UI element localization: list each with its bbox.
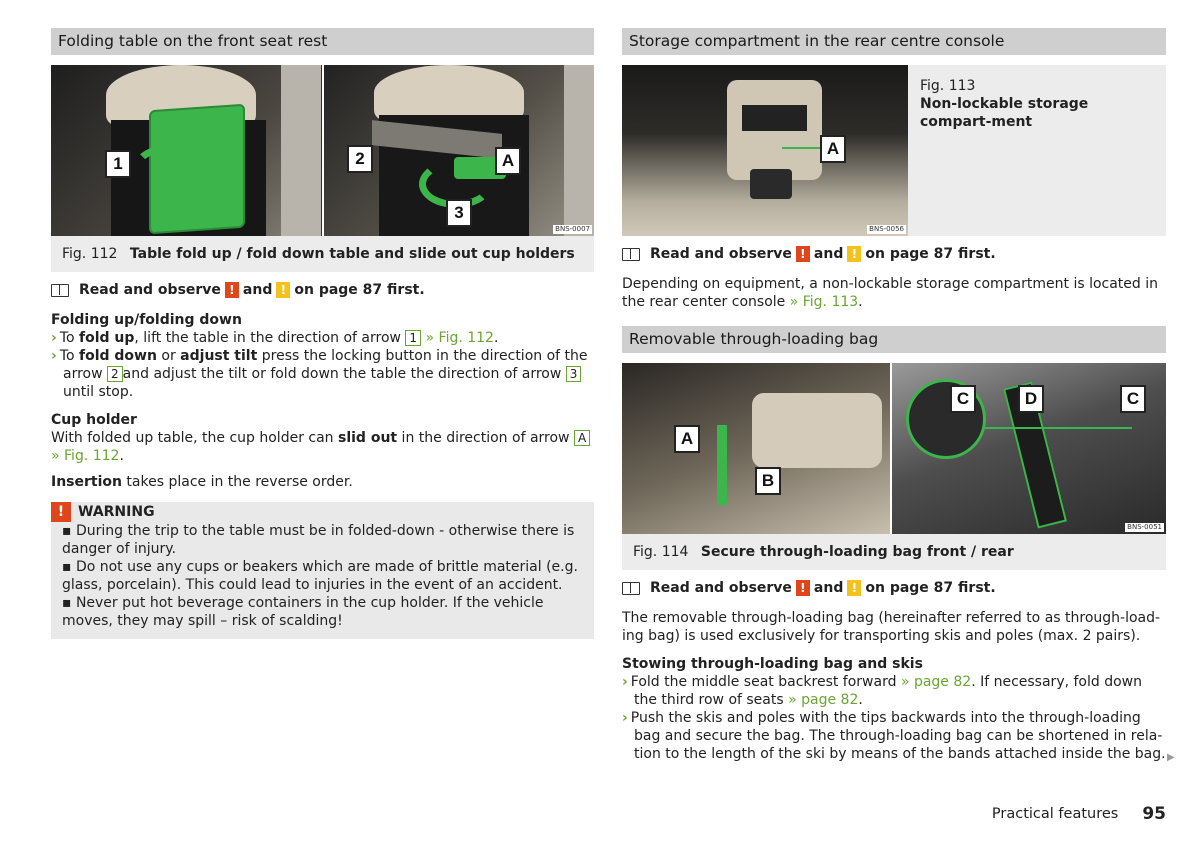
arrow-ref-a: A [574, 430, 590, 446]
seat-photo-left [51, 65, 321, 236]
bag-photo-front [622, 363, 890, 534]
book-icon [51, 284, 69, 297]
section-title-folding-table: Folding table on the front seat rest [51, 28, 594, 55]
figure-114-image [622, 363, 1166, 534]
page-footer [992, 804, 1166, 824]
figure-code: BNS-0051 [1127, 523, 1162, 531]
seat [752, 393, 882, 468]
headrest [374, 65, 524, 120]
chevron-right-icon: › [51, 330, 57, 346]
warning-red-icon: ! [796, 246, 810, 262]
list-item-fold-up: › To fold up, lift the table in the direction of arrow 1 » Fig. 112. [51, 330, 499, 346]
chevron-right-icon: › [622, 674, 628, 690]
chevron-right-icon: › [51, 348, 57, 364]
figure-code: BNS-0056 [869, 225, 904, 233]
note-yellow-icon: ! [847, 246, 861, 262]
link-fig-112[interactable]: » Fig. 112 [421, 330, 494, 346]
link-page-82[interactable]: » page 82 [788, 692, 859, 708]
door-frame [281, 65, 321, 236]
air-vent [742, 105, 807, 131]
warning-header [51, 502, 594, 522]
insertion-text: Insertion takes place in the reverse order. [51, 474, 353, 490]
folding-heading: Folding up/folding down [51, 312, 242, 328]
figure-caption [51, 236, 594, 272]
curved-arrow-icon [131, 145, 205, 199]
figure-113 [622, 65, 1166, 236]
right-column [622, 28, 1166, 763]
list-item-fold-down: › To fold down or adjust tilt press the locking button in the direction of the arrow 2 and adjust the tilt or fold down the table the direction of arrow 3 until stop. [51, 348, 588, 400]
book-icon [622, 582, 640, 595]
section-title-storage: Storage compartment in the rear centre console [622, 28, 1166, 55]
left-column [51, 28, 594, 639]
callout-2: 2 [347, 145, 373, 173]
figure-number: Fig. 112 [62, 246, 118, 262]
note-yellow-icon: ! [847, 580, 861, 596]
door-frame [564, 65, 594, 236]
figure-number: Fig. 114 [633, 544, 689, 560]
chevron-right-icon: › [622, 710, 628, 726]
callout-d: D [1018, 385, 1044, 413]
book-icon [622, 248, 640, 261]
callout-1: 1 [105, 150, 131, 178]
figure-caption [622, 534, 1166, 570]
warning-body [51, 522, 594, 639]
section-title-bag: Removable through-loading bag [622, 326, 1166, 353]
footer-title: Practical features [991, 806, 1119, 822]
bag-photo-rear [892, 363, 1166, 534]
read-observe-note [51, 282, 594, 298]
warning-item: ▪ Never put hot beverage containers in the cup holder. If the vehicle moves, they may spill – risk of scalding! [62, 595, 544, 629]
warning-item: ▪ Do not use any cups or beakers which are made of brittle material (e.g. glass, porcelain). This could lead to injuries in the event of an accident. [62, 559, 578, 593]
read-and: and [242, 282, 273, 298]
arrow-ref-2: 2 [107, 366, 123, 382]
stowing-heading: Stowing through-loading bag and skis [622, 656, 923, 672]
figure-112 [51, 65, 594, 272]
link-fig-113[interactable]: » Fig. 113 [785, 294, 859, 310]
warning-red-icon: ! [796, 580, 810, 596]
continue-arrow-icon: ▶ [1167, 752, 1175, 763]
strap-line [982, 427, 1132, 429]
list-item-fold-seat: › Fold the middle seat backrest forward » page 82. If necessary, fold down the third row of seats » page 82. [622, 674, 1142, 708]
callout-line [782, 147, 822, 149]
arrow-ref-3: 3 [566, 366, 582, 382]
figure-title: Table fold up / fold down table and slide out cup holders [129, 246, 575, 262]
storage-compartment [750, 169, 792, 199]
warning-item: ▪ During the trip to the table must be in folded-down - otherwise there is danger of injury. [62, 523, 575, 557]
figure-title: Secure through-loading bag front / rear [700, 544, 1014, 560]
figure-number: Fig. 113 [920, 78, 976, 94]
cup-holder-text: With folded up table, the cup holder can slid out in the direction of arrow A » Fig. 112. [51, 429, 594, 465]
callout-a: A [674, 425, 700, 453]
callout-b: B [755, 467, 781, 495]
storage-text: Depending on equipment, a non-lockable storage compartment is located in the rear center console » Fig. 113. [622, 276, 1159, 310]
callout-c: C [1120, 385, 1146, 413]
callout-c: C [950, 385, 976, 413]
figure-113-image [622, 65, 908, 236]
bag-text: The removable through-loading bag (hereinafter referred to as through-load-ing bag) is used exclusively for transporting skis and poles (max. 2 pairs). [622, 610, 1161, 644]
cup-holder-heading: Cup holder [51, 412, 137, 428]
figure-title: Non-lockable storage compart-ment [920, 96, 1089, 130]
arrow-ref-1: 1 [405, 330, 421, 346]
warning-title: WARNING [78, 504, 155, 520]
callout-3: 3 [446, 199, 472, 227]
figure-code: BNS-0007 [555, 225, 590, 233]
warning-icon: ! [51, 502, 71, 522]
callout-a: A [820, 135, 846, 163]
warning-red-icon: ! [225, 282, 239, 298]
read-text: Read and observe [79, 282, 221, 298]
link-fig-112[interactable]: » Fig. 112 [51, 448, 120, 464]
figure-112-image [51, 65, 594, 236]
read-observe-note: Read and observe ! and ! on page 87 first. [622, 580, 1166, 596]
strap-highlight [717, 425, 727, 505]
link-page-82[interactable]: » page 82 [900, 674, 972, 690]
list-item-push-skis: › Push the skis and poles with the tips backwards into the through-loading bag and secure the bag. The through-loading bag can be shortened in rela-tion to the length of the ski by means of the bands attached inside the bag. [622, 710, 1166, 762]
figure-113-caption [908, 65, 1166, 236]
note-yellow-icon: ! [276, 282, 290, 298]
read-after: on page 87 first. [294, 282, 425, 298]
figure-114 [622, 363, 1166, 570]
read-observe-note: Read and observe ! and ! on page 87 first. [622, 246, 1166, 262]
callout-a: A [495, 147, 521, 175]
warning-box [51, 502, 594, 639]
page-number: 95 [1142, 804, 1166, 824]
